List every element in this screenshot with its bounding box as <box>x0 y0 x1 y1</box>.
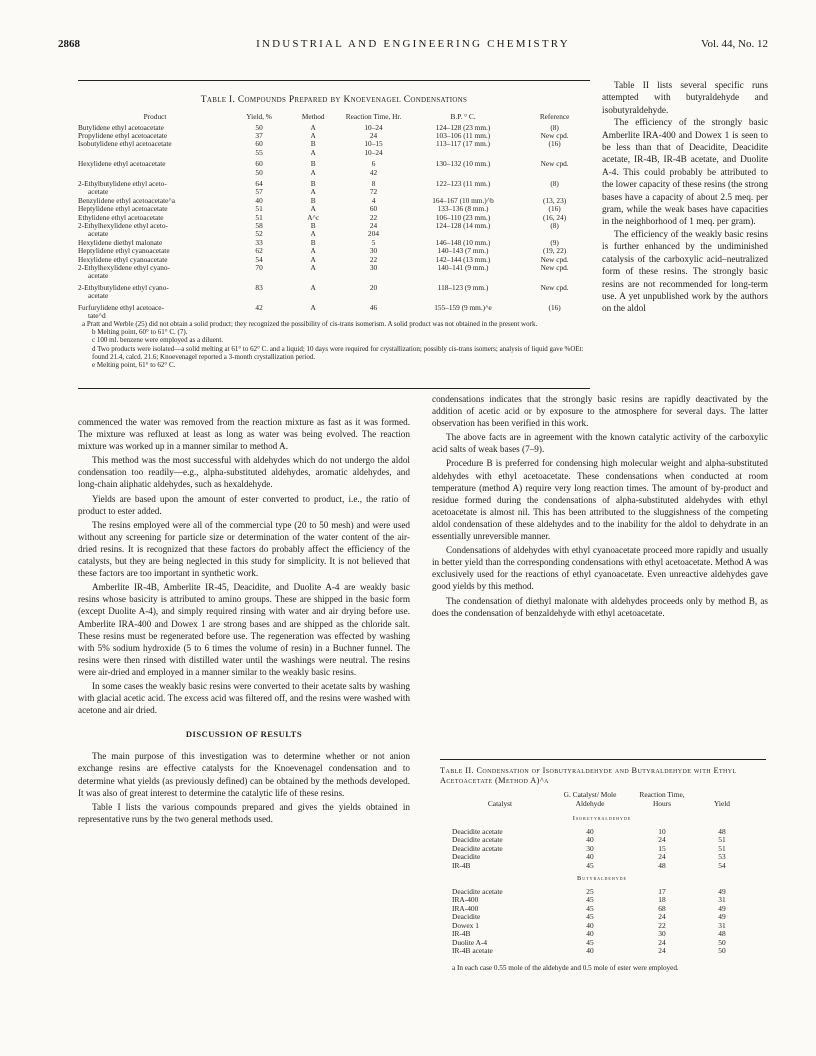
table2-cell: 31 <box>718 920 726 930</box>
table1-cell: New cpd. <box>540 263 569 272</box>
table2-cell: 24 <box>658 937 666 947</box>
table2-cell: 45 <box>586 903 594 913</box>
table2-cell: Deacidite <box>452 912 481 921</box>
table1-cell: 54 <box>255 254 263 264</box>
table2-cell: 24 <box>658 852 666 861</box>
table1-cell: 60 <box>255 159 263 169</box>
table1-col-method: Method <box>301 112 325 121</box>
table2 <box>452 790 752 956</box>
table1-cell: Hexylidene ethyl acetoacetate <box>78 159 166 169</box>
table2-col-yield: Yield <box>713 798 730 808</box>
table2-row <box>452 845 752 854</box>
table2-cell: 40 <box>586 826 594 836</box>
table1-cell: A <box>310 147 316 157</box>
table2-cell: 48 <box>658 860 666 870</box>
table1-cell: Hexylidene diethyl malonate <box>78 237 163 247</box>
table1-cell: 22 <box>369 212 378 222</box>
table1-row <box>78 301 590 312</box>
table1-cell: B <box>310 139 316 149</box>
table1-cell: A^c <box>307 212 320 222</box>
table2-cell: Duolite A-4 <box>452 937 488 947</box>
table2-cell: IR-4B <box>452 929 471 938</box>
table2-row <box>452 947 752 956</box>
table2-cell: 24 <box>658 946 666 955</box>
table1-cell: 10–15 <box>364 139 383 149</box>
table1-top-rule <box>78 80 590 81</box>
table2-row <box>452 905 752 914</box>
table1-row <box>78 140 590 148</box>
table1-cell: (16, 24) <box>543 212 567 222</box>
table1-row <box>78 169 590 177</box>
table1-cell: 50 <box>255 122 263 132</box>
table1-cell: 2-Ethylbutylidene ethyl cyano- <box>78 282 169 292</box>
table1-cell: (16) <box>548 204 561 214</box>
table1-cell: New cpd. <box>540 159 569 169</box>
table1-cell: 142–144 (13 mm.) <box>435 254 491 264</box>
table1-cell: Propylidene ethyl acetoacetate <box>78 130 168 140</box>
table1-cell: 103–106 (11 mm.) <box>435 130 491 140</box>
table1-cell: 10–24 <box>364 122 383 132</box>
table1-footnote: e Melting point, 61° to 62° C. <box>92 361 176 370</box>
table1-row <box>78 149 590 157</box>
table1-col-time: Reaction Time, Hr. <box>345 112 402 121</box>
journal-title: INDUSTRIAL AND ENGINEERING CHEMISTRY <box>256 38 570 50</box>
table2-col-catalyst: Catalyst <box>487 798 513 808</box>
table1-cell: 204 <box>368 229 379 239</box>
volume-issue: Vol. 44, No. 12 <box>700 38 768 50</box>
table1-cell: A <box>310 130 316 140</box>
table1-cell <box>519 169 590 177</box>
table1-cell: 42 <box>369 167 378 177</box>
table1-cell: (16) <box>548 139 561 149</box>
table2-cell: 17 <box>658 886 666 896</box>
table1-cell: Benzylidene ethyl acetoacetate^a <box>78 195 176 205</box>
page-number: 2868 <box>58 38 80 50</box>
table1-cell <box>286 272 340 280</box>
table2-cell: 40 <box>586 946 594 955</box>
paragraph: commenced the water was removed from the reaction mixture as fast as it was formed. The mixture was refluxed at least as long as water was being evolved. The reaction mixture was worked up in a manner similar to method A. <box>78 417 410 452</box>
table1-cell: A <box>310 263 316 272</box>
table1-cell: A <box>310 167 316 177</box>
table2-row <box>452 888 752 897</box>
table2-section-label: Isobutyraldehyde <box>572 815 632 822</box>
left-column <box>78 416 410 827</box>
table2-cell: Deacidite acetate <box>452 835 503 844</box>
table1-cell: A <box>310 229 316 239</box>
running-header <box>58 38 768 54</box>
right-column <box>432 393 768 621</box>
table1-cell: 5 <box>371 237 376 247</box>
table1-cell: Isobutylidene ethyl acetoacetate <box>78 139 172 149</box>
table2-cell: Dowex 1 <box>452 920 479 930</box>
table1-cell: 64 <box>255 178 263 188</box>
table1-cell: 4 <box>371 195 376 205</box>
table1-footnotes <box>82 320 590 369</box>
table1-cell <box>407 272 519 280</box>
table1-col-reference: Reference <box>539 112 570 121</box>
table2-cell: 18 <box>658 895 666 904</box>
table1-cell: 124–128 (14 mm.) <box>435 220 491 230</box>
table2-cell: 30 <box>658 929 666 938</box>
table2-cell: 25 <box>586 886 594 896</box>
paragraph: Yields are based upon the amount of ester converted to product, i.e., the ratio of product to ester added. <box>78 493 410 516</box>
table1-cell: B <box>310 237 316 247</box>
table2-section-label: Butyraldehyde <box>577 875 627 882</box>
table1-cell: 140–141 (9 mm.) <box>437 263 489 272</box>
table1-cell: 124–128 (23 mm.) <box>435 122 491 132</box>
table1-row <box>78 272 590 280</box>
paragraph: Procedure B is preferred for condensing high molecular weight and alpha-substituted aldehydes with ethyl acetoacetate. These condensations when conducted at room temperature (method A) require very long reaction times. The amount of by-product and residue formed during the condensations of alpha-substituted aldehydes with ethyl acetoacetate is almost nil. This has been attributed to the sluggishness of the competing aldol condensation of these aldehydes and to the inability for the aldol to dehydrate in an essentially unreversible manner. <box>432 458 768 542</box>
table1-footnote: c 100 ml. benzene were employed as a diluent. <box>92 336 224 345</box>
table1-cell: acetate <box>88 187 109 197</box>
table1-cell: 155–159 (9 mm.)^e <box>434 302 492 312</box>
table1-cell <box>407 149 519 157</box>
table1-cell: 22 <box>369 254 378 264</box>
table1-row <box>78 177 590 188</box>
table2-cell: 49 <box>718 903 726 913</box>
table1-cell: Heptylidene ethyl cyanoacetate <box>78 246 170 256</box>
table1-footnote: a Pratt and Werble (25) did not obtain a solid product; they recognized the possibility of cis-trans isomerism. A solid product was not obtained in the present work. <box>82 320 538 328</box>
table1-cell: 30 <box>369 263 378 272</box>
table1-cell: (8) <box>550 178 559 188</box>
table1-cell: A <box>310 282 316 292</box>
table1-row <box>78 292 590 300</box>
table1-cell: (16) <box>548 302 561 312</box>
table1-cell: B <box>310 159 316 169</box>
table2-cell: Deacidite acetate <box>452 826 503 836</box>
table1-cell: 70 <box>255 263 263 272</box>
table1-cell: acetate <box>88 271 109 281</box>
table2-cell: 68 <box>658 903 666 913</box>
table2-section-row <box>452 810 752 828</box>
table1-cell: (13, 23) <box>543 195 567 205</box>
table2-cell: 10 <box>658 826 666 836</box>
table2-cell: 49 <box>718 912 726 921</box>
table1-cell: Heptylidene ethyl acetoacetate <box>78 204 168 214</box>
table1-cell: 42 <box>255 302 263 312</box>
paragraph: The condensation of diethyl malonate with aldehydes proceeds only by method B, as does the condensation of benzaldehyde with ethyl acetoacetate. <box>432 595 768 618</box>
table1-cell: 146–148 (10 mm.) <box>435 237 491 247</box>
table1-cell: acetate <box>88 229 109 239</box>
table2-cell: 24 <box>658 912 666 921</box>
table1-cell: 58 <box>255 220 263 230</box>
table1-cell: A <box>310 187 316 197</box>
table1-cell: 60 <box>369 204 378 214</box>
table1-cell: B <box>310 195 316 205</box>
paragraph: The main purpose of this investigation was to determine whether or not anion exchange resins are effective catalysts for the Knoevenagel condensation and to determine what yields (as previously defined) can be obtained by the methods developed. It was also of great interest to determine the catalytic life of these resins. <box>78 751 410 798</box>
table2-cell: IRA-400 <box>452 903 479 913</box>
table2-cell: 40 <box>586 835 594 844</box>
table1-cell: 10–24 <box>364 147 383 157</box>
table2-cell: 50 <box>718 937 726 947</box>
table2-cell: 48 <box>718 929 726 938</box>
table1-cell <box>78 149 232 157</box>
table1-cell: (9) <box>550 237 559 247</box>
table2-cell: 15 <box>658 843 666 853</box>
table1-cell: 2-Ethylhexylidene ethyl cyano- <box>78 263 170 272</box>
table1-cell: 50 <box>255 167 263 177</box>
table1-cell: A <box>310 302 316 312</box>
table1-cell: New cpd. <box>540 254 569 264</box>
table1-row <box>78 222 590 230</box>
table2-cell: 48 <box>718 826 726 836</box>
table1-cell: New cpd. <box>540 282 569 292</box>
table2-cell: 50 <box>718 946 726 955</box>
table1-cell: Furfurylidene ethyl acetoace- <box>78 302 164 312</box>
paragraph: This method was the most successful with aldehydes which do not undergo the aldol condensation too readily—e.g., alpha-substituted aldehydes, aromatic aldehydes, and long-chain aliphatic aldehydes, such as hexaldehyde. <box>78 455 410 490</box>
table1-cell: (8) <box>550 220 559 230</box>
table2-cell: IR-4B acetate <box>452 946 493 955</box>
table1-cell: (8) <box>550 122 559 132</box>
table2-cell: 22 <box>658 920 666 930</box>
table2-col-ratio: G. Catalyst/ Mole Aldehyde <box>563 790 617 808</box>
table1-cell: 62 <box>255 246 263 256</box>
table2-cell: Deacidite acetate <box>452 886 503 896</box>
table1-cell: 122–123 (11 mm.) <box>435 178 491 188</box>
table1-cell <box>286 292 340 300</box>
table1-cell <box>519 292 590 300</box>
table1-cell <box>340 272 407 280</box>
table2-section-row <box>452 870 752 888</box>
table1-cell: 55 <box>255 147 263 157</box>
table1-cell: 83 <box>255 282 263 292</box>
table1-cell: acetate <box>88 291 109 301</box>
table1-cell: 113–117 (17 mm.) <box>436 139 490 149</box>
paragraph: The above facts are in agreement with the known catalytic activity of the carboxylic acid salts of weak bases (7–9). <box>432 432 768 455</box>
table2-cell: 24 <box>658 835 666 844</box>
table2-cell: 40 <box>586 852 594 861</box>
table1-footnote: b Melting point, 60° to 61° C. (7). <box>92 328 188 337</box>
table1-cell: 20 <box>369 282 378 292</box>
table1-col-product: Product <box>143 112 167 121</box>
table2-col-time: Reaction Time, Hours <box>639 790 685 808</box>
table1-cell <box>340 292 407 300</box>
table1-col-yield: Yield, % <box>246 112 272 121</box>
table2-cell: 53 <box>718 852 726 861</box>
table1-cell <box>232 272 286 280</box>
table1-row <box>78 281 590 292</box>
table1-cell: 24 <box>369 220 378 230</box>
table1-cell: 140–143 (7 mm.) <box>437 246 489 256</box>
table1-cell: B <box>310 178 316 188</box>
table2-cell: 30 <box>586 843 594 853</box>
table2-cell: 45 <box>586 937 594 947</box>
table1-cell: 51 <box>255 212 263 222</box>
table2-cell: 31 <box>718 895 726 904</box>
table2-row <box>452 922 752 931</box>
table1-cell: 30 <box>369 246 378 256</box>
paragraph: Table I lists the various compounds prepared and gives the yields obtained in representative runs by the two general methods used. <box>78 801 410 824</box>
table2-cell: 45 <box>586 860 594 870</box>
table1-cell <box>519 149 590 157</box>
right-column-top-text <box>602 80 768 316</box>
paragraph: The resins employed were all of the commercial type (20 to 50 mesh) and were used without any screening for particle size or determination of the water content of the air-dried resins. It is recognized that these factors do probably affect the efficiency of the catalysts, but they are being neglected in this study for simplicity. It is not believed that these factors are too important in synthetic work. <box>78 519 410 579</box>
paragraph: Amberlite IR-4B, Amberlite IR-45, Deacidite, and Duolite A-4 are weakly basic resins whose basicity is attributed to amino groups. These are shipped in the basic form (except Duolite A-4), and simply required rinsing with water and air drying before use. Amberlite IRA-400 and Dowex 1 are strong bases and are shipped as the chloride salt. These resins must be regenerated before use. The regeneration was effected by washing with 5% sodium hydroxide (5 to 6 times the volume of resin) in a Buchner funnel. The resins were then rinsed with distilled water until the washings were neutral. The resins were air-dried and employed in a manner similar to the weakly basic resins. <box>78 582 410 677</box>
table1-cell <box>78 169 232 177</box>
table2-cell: Deacidite <box>452 852 481 861</box>
table2-cell: Deacidite acetate <box>452 843 503 853</box>
table2-row <box>452 913 752 922</box>
table1-cell: 37 <box>255 130 263 140</box>
table2-row <box>452 930 752 939</box>
paragraph: In some cases the weakly basic resins were converted to their acetate salts by washing with glacial acetic acid. The excess acid was filtered off, and the resins were washed with acetone and air dried. <box>78 680 410 716</box>
table1-cell: A <box>310 122 316 132</box>
table1-cell: 57 <box>255 187 263 197</box>
table1-cell: New cpd. <box>540 130 569 140</box>
table2-cell: 49 <box>718 886 726 896</box>
paragraph: The efficiency of the strongly basic Amberlite IRA-400 and Dowex 1 is seen to be less than that of Deacidite, Deacidite acetate, IR-4B, IR-4B acetate, and Duolite A-4. This could probably be attributed to the lower capacity of these resins (the strong bases have a capacity of about 2.5 meq. per gram, while the weak bases have capacities in the neighborhood of 1 meq. per gram). <box>602 118 768 228</box>
table1-cell: 164–167 (10 mm.)^b <box>432 195 494 205</box>
table2-cell: 51 <box>718 835 726 844</box>
table1-cell: 2-Ethylhexylidene ethyl aceto- <box>78 220 168 230</box>
table1-cell: 2-Ethylbutylidene ethyl aceto- <box>78 178 167 188</box>
table1-bottom-rule <box>78 388 590 389</box>
table1-cell <box>407 169 519 177</box>
table2-cell: 45 <box>586 912 594 921</box>
table2-footnote: a In each case 0.55 mole of the aldehyde and 0.5 mole of ester were employed. <box>452 964 679 972</box>
table2-row <box>452 896 752 905</box>
table1-cell: A <box>310 246 316 256</box>
table1-cell: 46 <box>369 302 378 312</box>
table1-cell: Hexylidene ethyl cyanoacetate <box>78 254 168 264</box>
table2-cell: 40 <box>586 920 594 930</box>
table1-cell <box>407 292 519 300</box>
table1-cell: Butylidene ethyl acetoacetate <box>78 122 164 132</box>
table1-cell: 51 <box>255 204 263 214</box>
table1-col-bp: B.P. ° C. <box>450 112 476 121</box>
paragraph: The efficiency of the weakly basic resins is further enhanced by the undiminished catalysis of the carboxylic acid–neutralized form of these resins. The strongly basic resins are not recommended for long-term use. A yet unpublished work by the authors on the aldol <box>602 229 768 315</box>
table2-cell: IR-4B <box>452 860 471 870</box>
table1-cell: B <box>310 220 316 230</box>
table2-row <box>452 853 752 862</box>
table1-row <box>78 157 590 168</box>
table2-row <box>452 862 752 871</box>
table1-cell: 118–123 (9 mm.) <box>437 282 489 292</box>
table2-cell: 45 <box>586 895 594 904</box>
table2-cell: 40 <box>586 929 594 938</box>
table1-cell: 72 <box>369 187 378 197</box>
table1-cell: tate^d <box>88 311 106 321</box>
table1-cell: Ethylidene ethyl acetoacetate <box>78 212 164 222</box>
table1-title: Table I. Compounds Prepared by Knoevenagel Condensations <box>200 95 468 105</box>
table2-header-row <box>452 790 752 810</box>
table1-cell: 40 <box>255 195 263 205</box>
paragraph: Condensations of aldehydes with ethyl cyanoacetate proceed more rapidly and usually in better yield than the corresponding condensations with ethyl acetoacetate. Method A was exclusively used for the reactions of ethyl cyanoacetate. Even unreactive aldehydes gave good yields by this method. <box>432 545 769 592</box>
paragraph: condensations indicates that the strongly basic resins are rapidly deactivated by the addition of acetic acid or by exposure to the atmosphere for several days. The latter observation has been verified in this work. <box>432 394 768 429</box>
table1-cell: 133–136 (8 mm.) <box>437 204 489 214</box>
table1-cell <box>232 292 286 300</box>
table1-cell: 33 <box>255 237 263 247</box>
table1-cell: 6 <box>371 159 376 169</box>
table2-title: Table II. Condensation of Isobutyraldehyde and Butyraldehyde with Ethyl Acetoacetate (Method A)^a <box>440 766 737 785</box>
table1-cell: (19, 22) <box>543 246 567 256</box>
table1-cell: A <box>310 254 316 264</box>
table1-cell: 130–132 (10 mm.) <box>435 159 491 169</box>
table1-cell: A <box>310 204 316 214</box>
table2-cell: 51 <box>718 843 726 853</box>
table1-footnote: d Two products were isolated—a solid melting at 61° to 62° C. and a liquid; 10 days were required for crystallization; possibly cis-trans isomers; analysis of liquid gave %OEt: found 21.4, calcd. 21.6; Knoevenagel reported a 3-month crystallization period. <box>92 344 584 361</box>
table2-cell: IRA-400 <box>452 895 479 904</box>
table2-cell: 54 <box>718 860 726 870</box>
table1-cell: 8 <box>371 178 376 188</box>
section-heading: DISCUSSION OF RESULTS <box>185 729 303 740</box>
table1-cell: 60 <box>255 139 263 149</box>
table2-top-rule <box>440 759 766 760</box>
table2-row <box>452 939 752 948</box>
table1 <box>78 113 590 320</box>
table1-cell: 52 <box>255 229 263 239</box>
table1-header-row <box>78 113 590 124</box>
table1-cell: 106–110 (23 mm.) <box>435 212 491 222</box>
table1-row <box>78 264 590 272</box>
paragraph: Table II lists several specific runs attempted with butyraldehyde and isobutyraldehyde. <box>602 81 768 116</box>
table1-cell <box>519 272 590 280</box>
table1-cell: 24 <box>369 130 378 140</box>
